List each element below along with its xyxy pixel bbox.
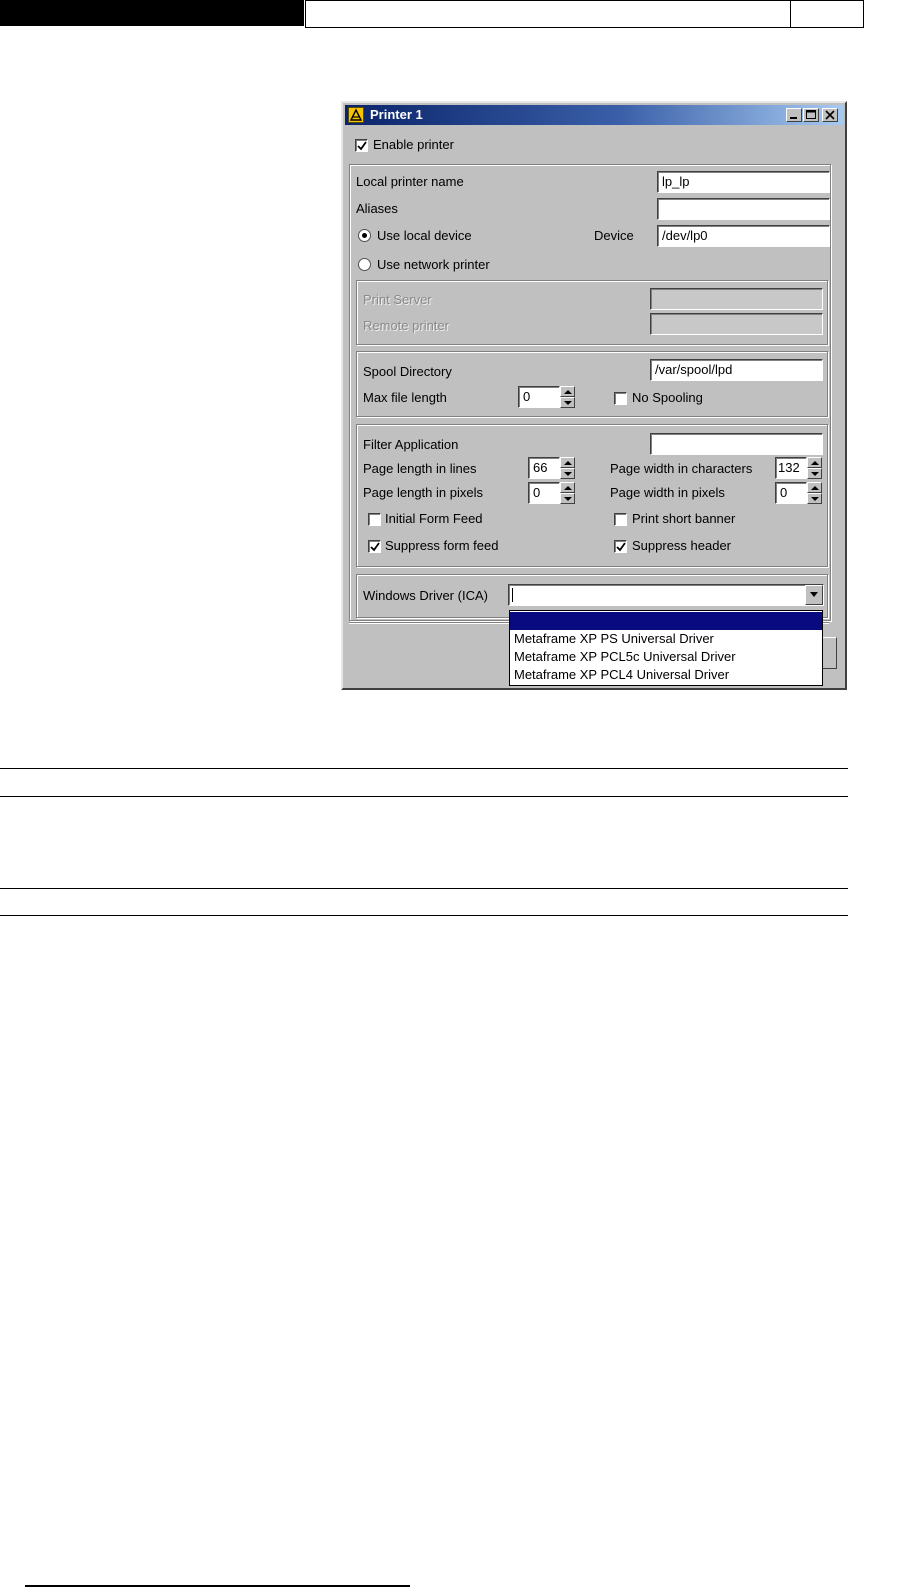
spin-up-button[interactable]: [560, 482, 575, 493]
aliases-label: Aliases: [356, 201, 398, 216]
initial-form-feed-checkbox[interactable]: [368, 513, 381, 526]
minimize-icon: [789, 110, 799, 120]
spin-down-button[interactable]: [560, 397, 575, 408]
max-file-length-label: Max file length: [363, 390, 447, 405]
text-caret: [512, 588, 513, 602]
spin-up-button[interactable]: [560, 457, 575, 468]
table-rule: [0, 888, 848, 889]
dropdown-option-pcl4[interactable]: Metaframe XP PCL4 Universal Driver: [514, 667, 730, 682]
arrow-up-icon: [564, 460, 572, 466]
print-short-banner-label: Print short banner: [632, 511, 736, 526]
spin-up-button[interactable]: [807, 457, 822, 468]
filter-application-label: Filter Application: [363, 437, 459, 452]
windows-driver-dropdown-button[interactable]: [805, 585, 823, 605]
spin-up-button[interactable]: [560, 386, 575, 397]
check-icon: [357, 141, 367, 151]
page-width-pixels-spinner[interactable]: [775, 482, 823, 504]
initial-form-feed-label: Initial Form Feed: [385, 511, 483, 526]
filter-application-input[interactable]: [650, 433, 823, 455]
enable-printer-label: Enable printer: [373, 137, 454, 152]
page-length-pixels-input[interactable]: 0: [528, 482, 560, 504]
enable-printer-checkbox[interactable]: [355, 139, 368, 152]
arrow-down-icon: [564, 496, 572, 502]
arrow-down-icon: [811, 471, 819, 477]
spin-down-button[interactable]: [807, 493, 822, 504]
close-button[interactable]: [822, 108, 838, 122]
dropdown-option-pcl5c[interactable]: Metaframe XP PCL5c Universal Driver: [514, 649, 736, 664]
max-file-length-input[interactable]: 0: [518, 386, 560, 408]
page-length-lines-input[interactable]: 66: [528, 457, 560, 479]
title-bar[interactable]: [345, 105, 843, 125]
radio-selected-dot: [362, 233, 367, 238]
suppress-form-feed-checkbox[interactable]: [368, 540, 381, 553]
local-printer-name-input[interactable]: lp_lp: [657, 171, 830, 193]
spin-down-button[interactable]: [807, 468, 822, 479]
page-header-black-cell: [0, 0, 304, 26]
table-rule: [0, 796, 848, 797]
arrow-up-icon: [564, 485, 572, 491]
check-icon: [616, 542, 626, 552]
page-width-chars-spinner[interactable]: [775, 457, 823, 479]
remote-printer-label: Remote printer: [363, 318, 449, 333]
maximize-icon: [806, 110, 816, 120]
table-rule: [0, 915, 848, 916]
app-icon[interactable]: [348, 107, 364, 123]
page-width-pixels-input[interactable]: 0: [775, 482, 807, 504]
footer-rule: [25, 1585, 410, 1587]
page-length-lines-label: Page length in lines: [363, 461, 477, 476]
windows-driver-label: Windows Driver (ICA): [363, 588, 488, 603]
device-label: Device: [594, 228, 634, 243]
arrow-up-icon: [564, 389, 572, 395]
driver-dropdown-list: [509, 610, 823, 686]
page-width-pixels-label: Page width in pixels: [610, 485, 725, 500]
window-title: Printer 1: [370, 107, 423, 122]
check-icon: [370, 542, 380, 552]
maximize-button[interactable]: [803, 108, 819, 122]
no-spooling-checkbox[interactable]: [614, 392, 627, 405]
max-file-length-spinner[interactable]: [518, 386, 578, 408]
use-network-printer-label: Use network printer: [377, 257, 490, 272]
print-short-banner-checkbox[interactable]: [614, 513, 627, 526]
arrow-up-icon: [811, 460, 819, 466]
page-length-lines-spinner[interactable]: [528, 457, 578, 479]
dropdown-option-ps[interactable]: Metaframe XP PS Universal Driver: [514, 631, 714, 646]
dropdown-option-blank[interactable]: [510, 612, 822, 630]
page-header-right-cell: [790, 0, 864, 28]
suppress-header-label: Suppress header: [632, 538, 732, 553]
windows-driver-combo[interactable]: [508, 584, 824, 606]
use-local-device-label: Use local device: [377, 228, 472, 243]
page-width-chars-input[interactable]: 132: [775, 457, 807, 479]
use-network-printer-radio[interactable]: [358, 258, 371, 271]
chevron-down-icon: [809, 592, 819, 598]
spin-down-button[interactable]: [560, 493, 575, 504]
spin-down-button[interactable]: [560, 468, 575, 479]
arrow-down-icon: [811, 496, 819, 502]
page-length-pixels-spinner[interactable]: [528, 482, 578, 504]
print-server-label: Print Server: [363, 292, 432, 307]
table-rule: [0, 768, 848, 769]
use-local-device-radio[interactable]: [358, 229, 371, 242]
arrow-down-icon: [564, 400, 572, 406]
close-icon: [825, 110, 835, 120]
spool-directory-label: Spool Directory: [363, 364, 452, 379]
device-input[interactable]: /dev/lp0: [657, 225, 830, 247]
page-header-middle-cell: [305, 0, 791, 28]
aliases-input[interactable]: [657, 198, 830, 220]
suppress-header-checkbox[interactable]: [614, 540, 627, 553]
minimize-button[interactable]: [786, 108, 802, 122]
remote-printer-input[interactable]: [650, 313, 823, 335]
spool-directory-input[interactable]: /var/spool/lpd: [650, 359, 823, 381]
no-spooling-label: No Spooling: [632, 390, 703, 405]
arrow-down-icon: [564, 471, 572, 477]
spin-up-button[interactable]: [807, 482, 822, 493]
print-server-input[interactable]: [650, 288, 823, 310]
local-printer-name-label: Local printer name: [356, 174, 464, 189]
page-length-pixels-label: Page length in pixels: [363, 485, 483, 500]
arrow-up-icon: [811, 485, 819, 491]
page-width-chars-label: Page width in characters: [610, 461, 753, 476]
suppress-form-feed-label: Suppress form feed: [385, 538, 499, 553]
dialog-button-partial[interactable]: [821, 637, 837, 669]
